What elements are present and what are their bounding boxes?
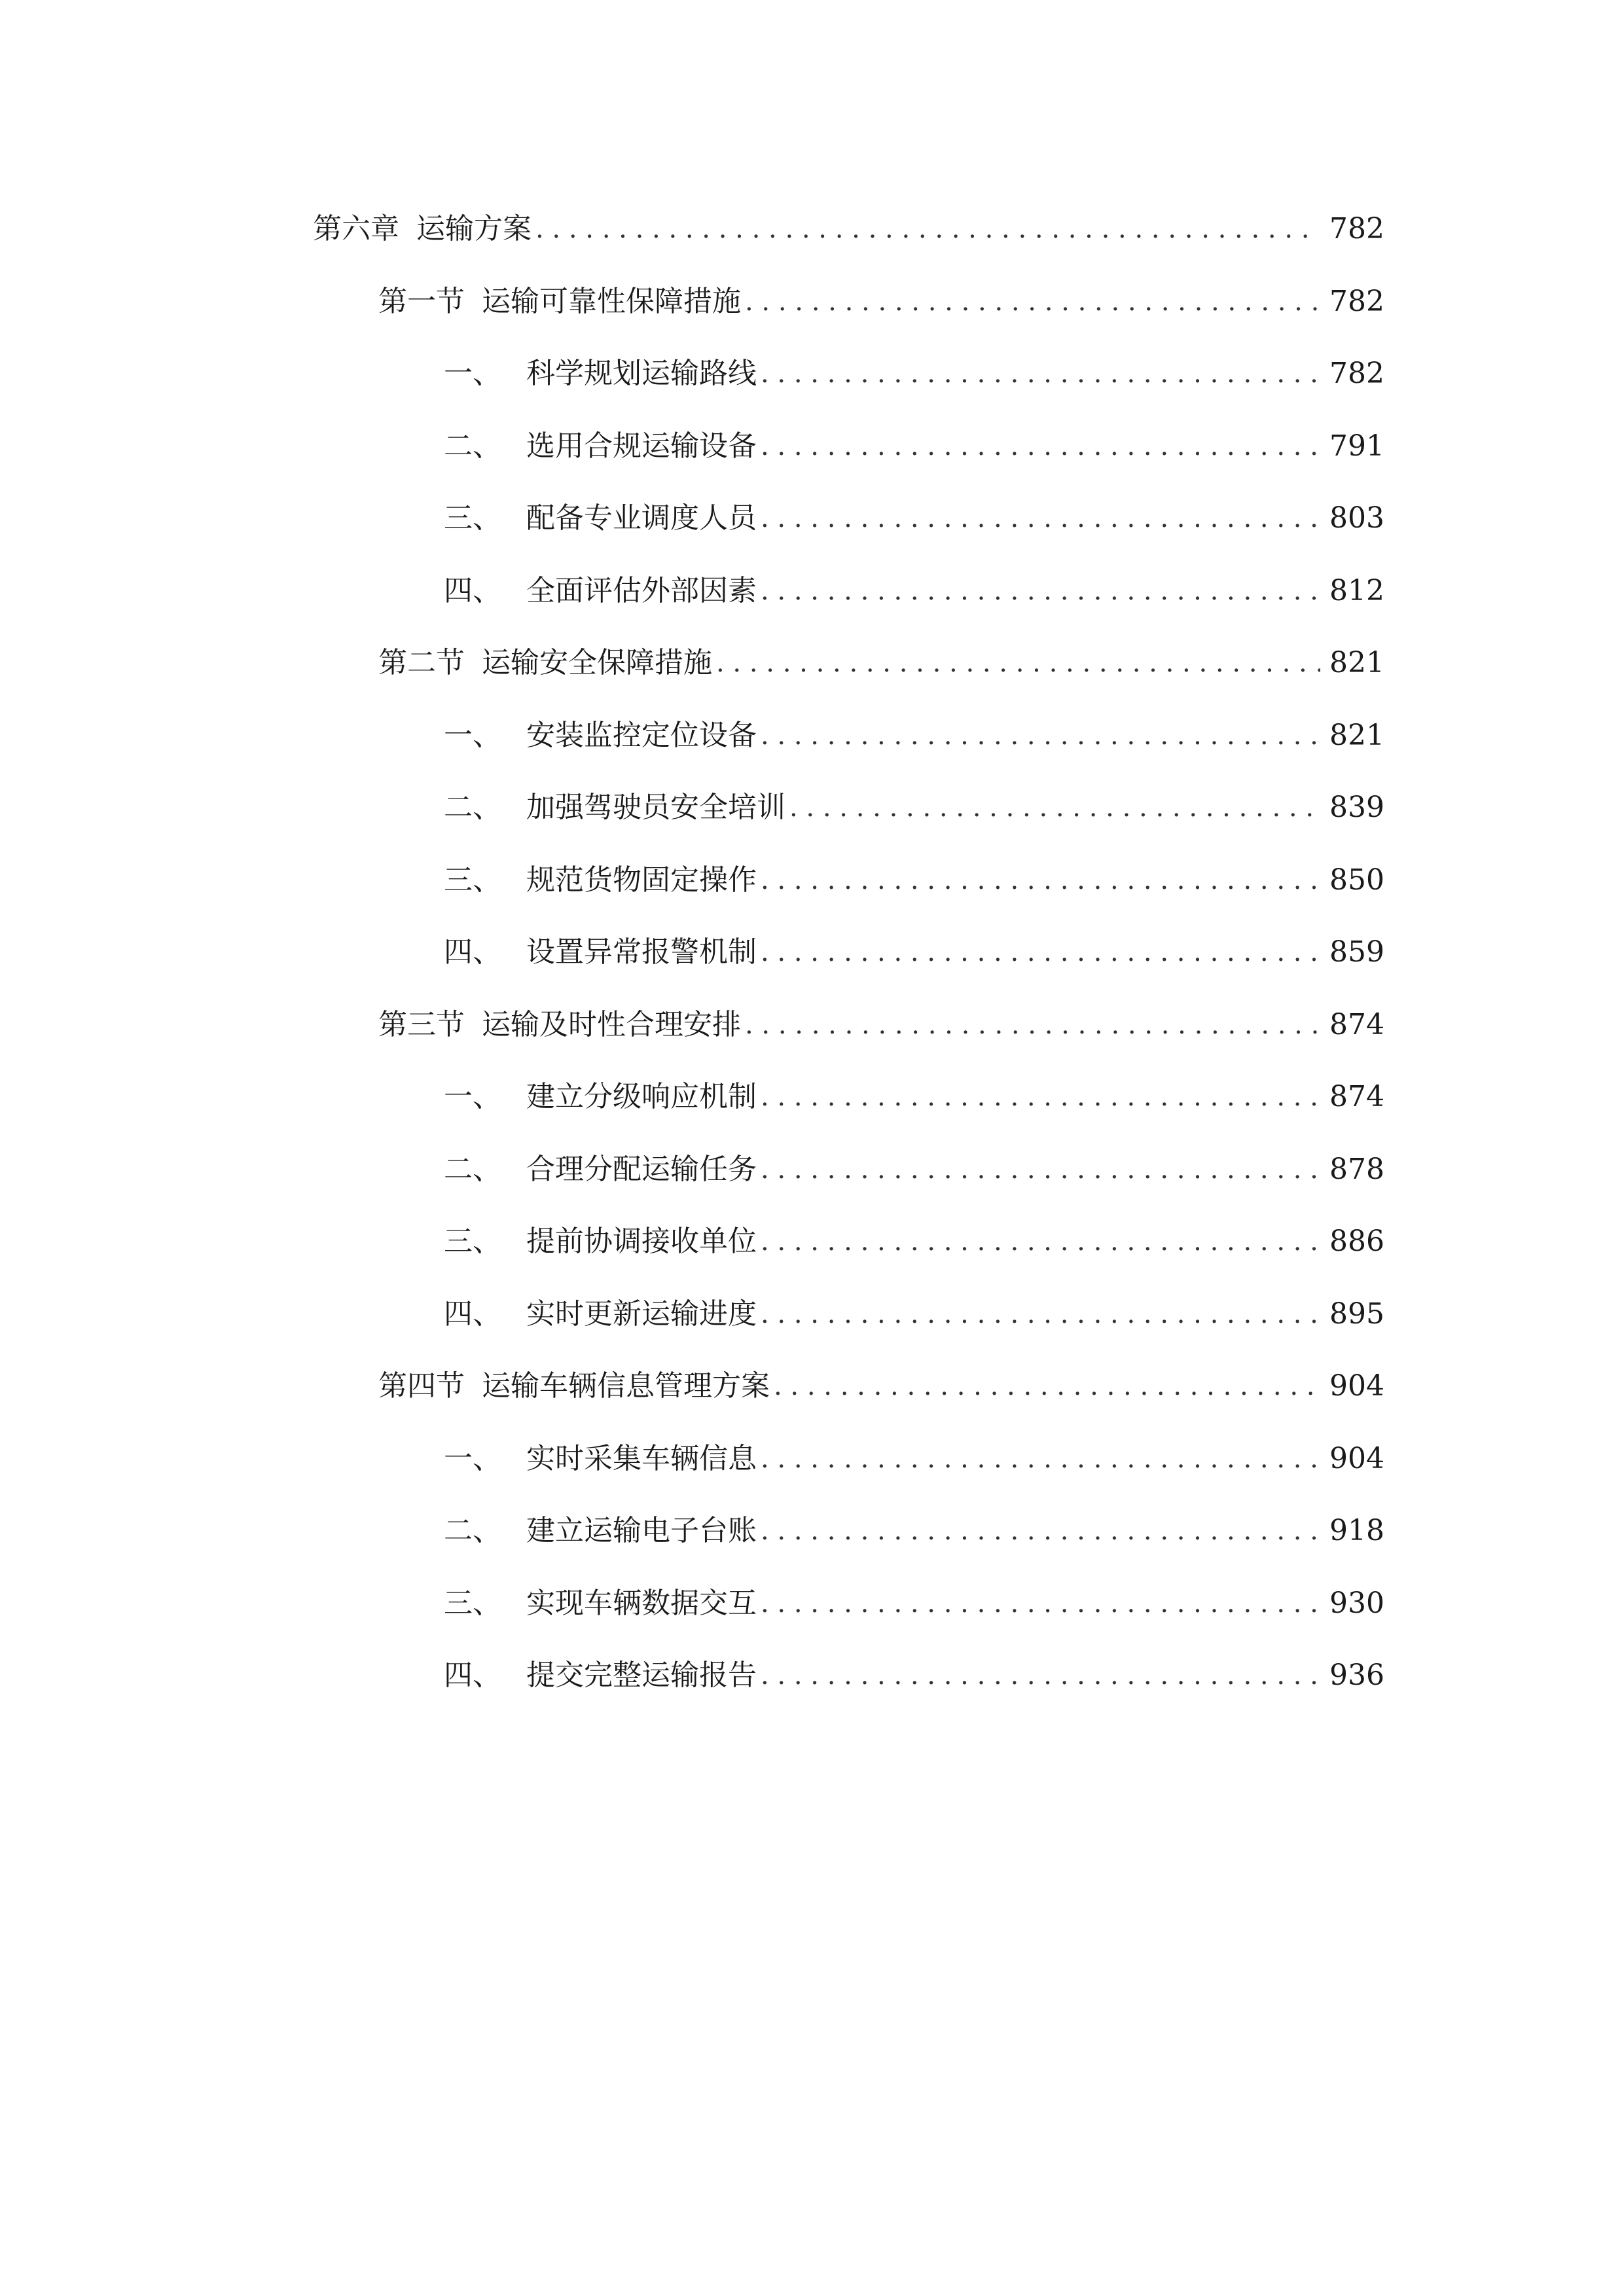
toc-entry-label bbox=[378, 1360, 770, 1412]
toc-entry[interactable] bbox=[444, 709, 1382, 762]
toc-entry-label bbox=[444, 1071, 757, 1123]
toc-entry-title: 选用合规运输设备 bbox=[526, 429, 757, 463]
toc-entry[interactable] bbox=[444, 565, 1382, 617]
toc-entry-page-number: 791 bbox=[1329, 429, 1384, 463]
toc-entry-label bbox=[378, 999, 741, 1051]
toc-entry-number: 二、 bbox=[444, 1514, 501, 1547]
toc-entry-title: 实现车辆数据交互 bbox=[526, 1586, 757, 1620]
toc-entry-title: 运输可靠性保障措施 bbox=[482, 284, 741, 318]
toc-entry[interactable] bbox=[444, 492, 1382, 545]
toc-entry-label bbox=[444, 420, 757, 473]
toc-leader-dots bbox=[761, 1433, 1320, 1485]
toc-entry-number: 四、 bbox=[444, 1297, 501, 1331]
toc-leader-dots bbox=[761, 1649, 1320, 1702]
toc-entry-page-number: 782 bbox=[1329, 357, 1384, 390]
toc-entry-number: 二、 bbox=[444, 429, 501, 463]
toc-entry-number: 三、 bbox=[444, 1225, 501, 1258]
toc-entry[interactable] bbox=[444, 1505, 1382, 1557]
toc-entry-title: 运输安全保障措施 bbox=[482, 646, 712, 679]
toc-entry-number: 三、 bbox=[444, 501, 501, 535]
toc-entry-label bbox=[444, 348, 757, 400]
toc-entry-title: 规范货物固定操作 bbox=[526, 863, 757, 897]
toc-entry-number: 二、 bbox=[444, 791, 501, 824]
toc-leader-dots bbox=[745, 999, 1320, 1051]
toc-entry-page-number: 821 bbox=[1329, 646, 1384, 679]
toc-leader-dots bbox=[774, 1360, 1320, 1412]
toc-leader-dots bbox=[761, 1071, 1320, 1123]
toc-entry-number: 四、 bbox=[444, 935, 501, 969]
toc-entry-label bbox=[444, 492, 757, 545]
toc-entry[interactable] bbox=[444, 348, 1382, 400]
toc-leader-dots bbox=[761, 1215, 1320, 1268]
toc-leader-dots bbox=[761, 709, 1320, 762]
toc-leader-dots bbox=[761, 348, 1320, 400]
toc-leader-dots bbox=[745, 276, 1320, 328]
toc-entry-page-number: 936 bbox=[1329, 1659, 1384, 1692]
toc-entry-page-number: 782 bbox=[1329, 212, 1384, 245]
toc-entry-page-number: 878 bbox=[1329, 1152, 1384, 1186]
toc-entry-page-number: 895 bbox=[1329, 1297, 1384, 1331]
toc-entry-label bbox=[378, 637, 712, 689]
toc-entry-number: 一、 bbox=[444, 1441, 501, 1475]
toc-entry[interactable] bbox=[378, 276, 1382, 328]
toc-entry-title: 合理分配运输任务 bbox=[526, 1152, 757, 1186]
toc-entry-title: 实时采集车辆信息 bbox=[526, 1441, 757, 1475]
toc-entry[interactable] bbox=[444, 1071, 1382, 1123]
toc-entry-page-number: 918 bbox=[1329, 1514, 1384, 1547]
toc-leader-dots bbox=[716, 637, 1320, 689]
toc-entry-title: 提交完整运输报告 bbox=[526, 1659, 757, 1692]
toc-leader-dots bbox=[761, 1143, 1320, 1196]
toc-entry[interactable] bbox=[444, 926, 1382, 978]
toc-entry-label bbox=[444, 1577, 757, 1630]
toc-entry-number: 四、 bbox=[444, 573, 501, 607]
toc-leader-dots bbox=[761, 926, 1320, 978]
toc-entry-page-number: 812 bbox=[1329, 573, 1384, 607]
toc-entry[interactable] bbox=[444, 1288, 1382, 1340]
toc-entry-title: 提前协调接收单位 bbox=[526, 1225, 757, 1258]
toc-entry[interactable] bbox=[444, 1143, 1382, 1196]
toc-entry-title: 安装监控定位设备 bbox=[526, 718, 757, 752]
toc-entry-number: 第三节 bbox=[378, 1007, 465, 1041]
toc-entry-number: 一、 bbox=[444, 1080, 501, 1113]
toc-entry[interactable] bbox=[378, 1360, 1382, 1412]
toc-entry-page-number: 859 bbox=[1329, 935, 1384, 969]
toc-entry-number: 第六章 bbox=[313, 212, 399, 245]
toc-leader-dots bbox=[761, 565, 1320, 617]
toc-entry[interactable] bbox=[444, 1215, 1382, 1268]
toc-entry-title: 实时更新运输进度 bbox=[526, 1297, 757, 1331]
toc-entry[interactable] bbox=[444, 781, 1382, 834]
toc-entry-number: 四、 bbox=[444, 1659, 501, 1692]
toc-entry-number: 第四节 bbox=[378, 1369, 465, 1403]
toc-entry-label bbox=[313, 203, 532, 255]
toc-entry-page-number: 874 bbox=[1329, 1080, 1384, 1113]
toc-leader-dots bbox=[789, 781, 1320, 834]
toc-entry-page-number: 850 bbox=[1329, 863, 1384, 897]
toc-entry[interactable] bbox=[444, 420, 1382, 473]
toc-entry-title: 运输及时性合理安排 bbox=[482, 1007, 741, 1041]
toc-entry-number: 二、 bbox=[444, 1152, 501, 1186]
toc-entry-page-number: 839 bbox=[1329, 791, 1384, 824]
toc-entry-page-number: 886 bbox=[1329, 1225, 1384, 1258]
toc-entry-page-number: 803 bbox=[1329, 501, 1384, 535]
toc-entry-title: 运输方案 bbox=[416, 212, 532, 245]
toc-entry-page-number: 930 bbox=[1329, 1586, 1384, 1620]
toc-entry-title: 建立运输电子台账 bbox=[526, 1514, 757, 1547]
toc-leader-dots bbox=[761, 1288, 1320, 1340]
toc-entry[interactable] bbox=[313, 203, 1382, 255]
toc-leader-dots bbox=[761, 492, 1320, 545]
toc-entry-title: 设置异常报警机制 bbox=[526, 935, 757, 969]
toc-entry-title: 建立分级响应机制 bbox=[526, 1080, 757, 1113]
toc-entry-label bbox=[444, 926, 757, 978]
toc-entry-number: 第二节 bbox=[378, 646, 465, 679]
toc-entry-label bbox=[444, 1143, 757, 1196]
toc-leader-dots bbox=[761, 1577, 1320, 1630]
toc-entry-title: 配备专业调度人员 bbox=[526, 501, 757, 535]
toc-entry-number: 一、 bbox=[444, 718, 501, 752]
toc-entry-title: 加强驾驶员安全培训 bbox=[526, 791, 785, 824]
toc-entry-number: 三、 bbox=[444, 1586, 501, 1620]
toc-entry-label bbox=[444, 1288, 757, 1340]
toc-entry-label bbox=[378, 276, 741, 328]
toc-leader-dots bbox=[761, 1505, 1320, 1557]
toc-entry-label bbox=[444, 854, 757, 906]
toc-entry-title: 全面评估外部因素 bbox=[526, 573, 757, 607]
toc-entry[interactable] bbox=[444, 1649, 1382, 1702]
toc-entry-page-number: 904 bbox=[1329, 1369, 1384, 1403]
toc-entry-page-number: 904 bbox=[1329, 1441, 1384, 1475]
toc-entry[interactable] bbox=[444, 854, 1382, 906]
toc-entry-page-number: 782 bbox=[1329, 284, 1384, 318]
toc-entry-number: 第一节 bbox=[378, 284, 465, 318]
toc-entry-page-number: 874 bbox=[1329, 1007, 1384, 1041]
toc-entry[interactable] bbox=[378, 999, 1382, 1051]
toc-leader-dots bbox=[761, 854, 1320, 906]
toc-entry-label bbox=[444, 709, 757, 762]
toc-entry-label bbox=[444, 1433, 757, 1485]
toc-entry[interactable] bbox=[444, 1433, 1382, 1485]
toc-entry[interactable] bbox=[378, 637, 1382, 689]
toc-entry-title: 科学规划运输路线 bbox=[526, 357, 757, 390]
toc-entry-label bbox=[444, 781, 785, 834]
toc-entry-title: 运输车辆信息管理方案 bbox=[482, 1369, 770, 1403]
toc-leader-dots bbox=[535, 203, 1320, 255]
toc-leader-dots bbox=[761, 420, 1320, 473]
toc-entry-page-number: 821 bbox=[1329, 718, 1384, 752]
toc-entry-label bbox=[444, 1649, 757, 1702]
toc-entry-number: 三、 bbox=[444, 863, 501, 897]
toc-entry-label bbox=[444, 1505, 757, 1557]
toc-entry-number: 一、 bbox=[444, 357, 501, 390]
toc-entry-label bbox=[444, 1215, 757, 1268]
toc-entry[interactable] bbox=[444, 1577, 1382, 1630]
toc-entry-label bbox=[444, 565, 757, 617]
